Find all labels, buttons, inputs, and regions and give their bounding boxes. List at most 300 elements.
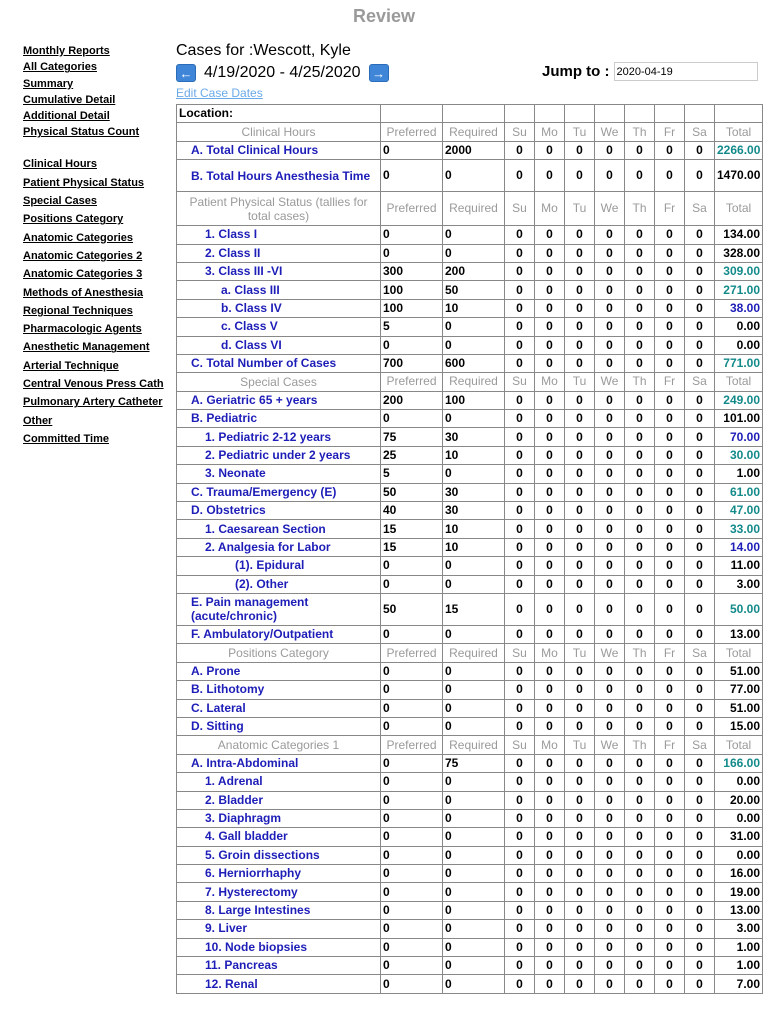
row-label-link[interactable]: 2. Pediatric under 2 years bbox=[177, 446, 381, 464]
day-count-cell: 0 bbox=[505, 625, 535, 643]
day-count-cell: 0 bbox=[505, 354, 535, 372]
required-cell: 30 bbox=[443, 502, 505, 520]
day-count-cell: 0 bbox=[565, 262, 595, 280]
preferred-cell: 100 bbox=[381, 299, 443, 317]
day-count-cell: 0 bbox=[625, 920, 655, 938]
table-row bbox=[177, 226, 763, 244]
day-count-cell: 0 bbox=[595, 483, 625, 501]
column-header: Preferred bbox=[381, 736, 443, 754]
row-label-link[interactable]: 6. Herniorrhaphy bbox=[177, 865, 381, 883]
sidebar-link-cumulative-detail[interactable]: Cumulative Detail bbox=[23, 93, 116, 106]
date-navigator bbox=[176, 63, 389, 83]
column-header: Sa bbox=[685, 736, 715, 754]
row-label-link[interactable]: B. Pediatric bbox=[177, 410, 381, 428]
day-count-cell: 0 bbox=[595, 244, 625, 262]
sidebar-link-summary[interactable]: Summary bbox=[23, 77, 74, 90]
day-count-cell: 0 bbox=[505, 865, 535, 883]
day-count-cell: 0 bbox=[505, 483, 535, 501]
day-count-cell: 0 bbox=[685, 336, 715, 354]
sidebar-nav bbox=[23, 45, 173, 451]
total-cell: 20.00 bbox=[715, 791, 763, 809]
day-count-cell: 0 bbox=[655, 262, 685, 280]
day-count-cell: 0 bbox=[535, 717, 565, 735]
required-cell: 2000 bbox=[443, 141, 505, 159]
sidebar-link-clinical-hours[interactable]: Clinical Hours bbox=[23, 158, 97, 171]
day-count-cell: 0 bbox=[655, 575, 685, 593]
day-count-cell: 0 bbox=[685, 699, 715, 717]
cases-for-heading: Cases for :Wescott, Kyle bbox=[176, 42, 351, 59]
day-count-cell: 0 bbox=[685, 846, 715, 864]
day-count-cell: 0 bbox=[535, 957, 565, 975]
day-count-cell: 0 bbox=[535, 465, 565, 483]
section-header-row bbox=[177, 192, 763, 226]
day-count-cell: 0 bbox=[505, 446, 535, 464]
day-count-cell: 0 bbox=[505, 410, 535, 428]
arrow-left-icon: ← bbox=[179, 65, 193, 81]
day-count-cell: 0 bbox=[565, 957, 595, 975]
day-count-cell: 0 bbox=[655, 502, 685, 520]
day-count-cell: 0 bbox=[625, 410, 655, 428]
total-cell: 0.00 bbox=[715, 318, 763, 336]
day-count-cell: 0 bbox=[655, 428, 685, 446]
column-header: Su bbox=[505, 373, 535, 391]
day-count-cell: 0 bbox=[565, 865, 595, 883]
column-header: Th bbox=[625, 373, 655, 391]
sidebar-link-all-categories[interactable]: All Categories bbox=[23, 61, 97, 74]
day-count-cell: 0 bbox=[655, 846, 685, 864]
row-label-link[interactable]: A. Intra-Abdominal bbox=[177, 754, 381, 772]
day-count-cell: 0 bbox=[535, 318, 565, 336]
required-cell: 0 bbox=[443, 828, 505, 846]
day-count-cell: 0 bbox=[595, 920, 625, 938]
day-count-cell: 0 bbox=[595, 318, 625, 336]
day-count-cell: 0 bbox=[565, 557, 595, 575]
section-header-row bbox=[177, 373, 763, 391]
row-label-link[interactable]: 3. Neonate bbox=[177, 465, 381, 483]
day-count-cell: 0 bbox=[625, 593, 655, 625]
day-count-cell: 0 bbox=[535, 575, 565, 593]
preferred-cell: 0 bbox=[381, 575, 443, 593]
day-count-cell: 0 bbox=[685, 575, 715, 593]
sidebar-link-additional-detail[interactable]: Additional Detail bbox=[23, 110, 110, 123]
total-cell: 0.00 bbox=[715, 809, 763, 827]
required-cell: 0 bbox=[443, 773, 505, 791]
next-week-button[interactable] bbox=[369, 64, 389, 82]
day-count-cell: 0 bbox=[655, 557, 685, 575]
row-label-link[interactable]: B. Total Hours Anesthesia Time bbox=[177, 160, 381, 192]
required-cell: 0 bbox=[443, 791, 505, 809]
section-title: Special Cases bbox=[177, 373, 381, 391]
row-label-link[interactable]: a. Class III bbox=[177, 281, 381, 299]
total-cell: 249.00 bbox=[715, 391, 763, 409]
row-label-link[interactable]: 3. Diaphragm bbox=[177, 809, 381, 827]
day-count-cell: 0 bbox=[625, 281, 655, 299]
column-header: Sa bbox=[685, 373, 715, 391]
day-count-cell: 0 bbox=[535, 281, 565, 299]
required-cell: 600 bbox=[443, 354, 505, 372]
column-header: Sa bbox=[685, 644, 715, 662]
day-count-cell: 0 bbox=[685, 160, 715, 192]
sidebar-link-methods-of-anesthesia[interactable]: Methods of Anesthesia bbox=[23, 286, 143, 299]
row-label-link[interactable]: B. Lithotomy bbox=[177, 681, 381, 699]
table-row bbox=[177, 920, 763, 938]
day-count-cell: 0 bbox=[685, 226, 715, 244]
required-cell: 0 bbox=[443, 465, 505, 483]
row-label-link[interactable]: F. Ambulatory/Outpatient bbox=[177, 625, 381, 643]
sidebar-link-anesthetic-management[interactable]: Anesthetic Management bbox=[23, 341, 150, 354]
row-label-link[interactable]: A. Prone bbox=[177, 662, 381, 680]
day-count-cell: 0 bbox=[565, 141, 595, 159]
day-count-cell: 0 bbox=[565, 244, 595, 262]
preferred-cell: 0 bbox=[381, 681, 443, 699]
row-label-link[interactable]: 10. Node biopsies bbox=[177, 938, 381, 956]
day-count-cell: 0 bbox=[595, 410, 625, 428]
day-count-cell: 0 bbox=[595, 538, 625, 556]
required-cell: 0 bbox=[443, 883, 505, 901]
day-count-cell: 0 bbox=[625, 141, 655, 159]
table-row bbox=[177, 593, 763, 625]
preferred-cell: 25 bbox=[381, 446, 443, 464]
location-row bbox=[177, 105, 763, 123]
row-label-link[interactable]: 1. Caesarean Section bbox=[177, 520, 381, 538]
day-count-cell: 0 bbox=[505, 244, 535, 262]
day-count-cell: 0 bbox=[565, 773, 595, 791]
column-header: Su bbox=[505, 644, 535, 662]
sidebar-link-patient-physical-status[interactable]: Patient Physical Status bbox=[23, 176, 145, 189]
total-cell: 328.00 bbox=[715, 244, 763, 262]
day-count-cell: 0 bbox=[625, 502, 655, 520]
day-count-cell: 0 bbox=[655, 141, 685, 159]
day-count-cell: 0 bbox=[625, 428, 655, 446]
day-count-cell: 0 bbox=[595, 520, 625, 538]
day-count-cell: 0 bbox=[655, 883, 685, 901]
table-row bbox=[177, 446, 763, 464]
day-count-cell: 0 bbox=[625, 828, 655, 846]
table-row bbox=[177, 791, 763, 809]
row-label-link[interactable]: A. Geriatric 65 + years bbox=[177, 391, 381, 409]
row-label-link[interactable]: 1. Class I bbox=[177, 226, 381, 244]
column-header: Mo bbox=[535, 644, 565, 662]
row-label-link[interactable]: 11. Pancreas bbox=[177, 957, 381, 975]
day-count-cell: 0 bbox=[505, 391, 535, 409]
day-count-cell: 0 bbox=[505, 262, 535, 280]
table-row bbox=[177, 681, 763, 699]
table-row bbox=[177, 141, 763, 159]
day-count-cell: 0 bbox=[565, 299, 595, 317]
sidebar-link-anatomic-categories-2[interactable]: Anatomic Categories 2 bbox=[23, 249, 143, 262]
day-count-cell: 0 bbox=[565, 699, 595, 717]
day-count-cell: 0 bbox=[535, 502, 565, 520]
total-cell: 0.00 bbox=[715, 773, 763, 791]
total-cell: 50.00 bbox=[715, 593, 763, 625]
day-count-cell: 0 bbox=[505, 575, 535, 593]
column-header: Required bbox=[443, 644, 505, 662]
column-header: Fr bbox=[655, 192, 685, 226]
day-count-cell: 0 bbox=[655, 865, 685, 883]
day-count-cell: 0 bbox=[655, 717, 685, 735]
column-header: We bbox=[595, 373, 625, 391]
day-count-cell: 0 bbox=[505, 593, 535, 625]
row-label-link[interactable]: d. Class VI bbox=[177, 336, 381, 354]
section-header-row bbox=[177, 644, 763, 662]
day-count-cell: 0 bbox=[535, 883, 565, 901]
edit-case-dates-link[interactable]: Edit Case Dates bbox=[176, 86, 263, 100]
day-count-cell: 0 bbox=[535, 557, 565, 575]
total-cell: 2266.00 bbox=[715, 141, 763, 159]
day-count-cell: 0 bbox=[565, 281, 595, 299]
day-count-cell: 0 bbox=[655, 681, 685, 699]
day-count-cell: 0 bbox=[565, 483, 595, 501]
day-count-cell: 0 bbox=[625, 846, 655, 864]
table-row bbox=[177, 244, 763, 262]
day-count-cell: 0 bbox=[625, 520, 655, 538]
row-label-link[interactable]: 2. Analgesia for Labor bbox=[177, 538, 381, 556]
day-count-cell: 0 bbox=[685, 391, 715, 409]
day-count-cell: 0 bbox=[685, 299, 715, 317]
table-row bbox=[177, 483, 763, 501]
column-header: Th bbox=[625, 736, 655, 754]
preferred-cell: 0 bbox=[381, 938, 443, 956]
day-count-cell: 0 bbox=[625, 538, 655, 556]
column-header: Required bbox=[443, 736, 505, 754]
day-count-cell: 0 bbox=[595, 593, 625, 625]
row-label-link[interactable]: c. Class V bbox=[177, 318, 381, 336]
required-cell: 0 bbox=[443, 244, 505, 262]
day-count-cell: 0 bbox=[505, 754, 535, 772]
day-count-cell: 0 bbox=[685, 483, 715, 501]
row-label-link[interactable]: 8. Large Intestines bbox=[177, 901, 381, 919]
day-count-cell: 0 bbox=[565, 920, 595, 938]
day-count-cell: 0 bbox=[505, 957, 535, 975]
column-header: Required bbox=[443, 123, 505, 141]
preferred-cell: 0 bbox=[381, 699, 443, 717]
row-label-link[interactable]: 12. Renal bbox=[177, 975, 381, 993]
total-cell: 3.00 bbox=[715, 575, 763, 593]
sidebar-link-regional-techniques[interactable]: Regional Techniques bbox=[23, 304, 133, 317]
day-count-cell: 0 bbox=[535, 809, 565, 827]
column-header: Su bbox=[505, 192, 535, 226]
total-cell: 101.00 bbox=[715, 410, 763, 428]
row-label-link[interactable]: 7. Hysterectomy bbox=[177, 883, 381, 901]
day-count-cell: 0 bbox=[565, 318, 595, 336]
table-row bbox=[177, 299, 763, 317]
row-label-link[interactable]: D. Sitting bbox=[177, 717, 381, 735]
preferred-cell: 50 bbox=[381, 483, 443, 501]
day-count-cell: 0 bbox=[535, 975, 565, 993]
preferred-cell: 0 bbox=[381, 773, 443, 791]
table-row bbox=[177, 428, 763, 446]
row-label-link[interactable]: E. Pain management (acute/chronic) bbox=[177, 593, 381, 625]
day-count-cell: 0 bbox=[655, 662, 685, 680]
day-count-cell: 0 bbox=[655, 160, 685, 192]
day-count-cell: 0 bbox=[685, 244, 715, 262]
preferred-cell: 0 bbox=[381, 846, 443, 864]
day-count-cell: 0 bbox=[535, 410, 565, 428]
sidebar-link-other[interactable]: Other bbox=[23, 414, 53, 427]
day-count-cell: 0 bbox=[595, 717, 625, 735]
day-count-cell: 0 bbox=[685, 975, 715, 993]
table-row bbox=[177, 773, 763, 791]
total-cell: 11.00 bbox=[715, 557, 763, 575]
row-label-link[interactable]: C. Total Number of Cases bbox=[177, 354, 381, 372]
sidebar-link-pharmacologic-agents[interactable]: Pharmacologic Agents bbox=[23, 323, 142, 336]
row-label-link[interactable]: D. Obstetrics bbox=[177, 502, 381, 520]
day-count-cell: 0 bbox=[685, 957, 715, 975]
day-count-cell: 0 bbox=[535, 901, 565, 919]
day-count-cell: 0 bbox=[655, 593, 685, 625]
preferred-cell: 15 bbox=[381, 538, 443, 556]
preferred-cell: 0 bbox=[381, 662, 443, 680]
row-label-link[interactable]: 3. Class III -VI bbox=[177, 262, 381, 280]
preferred-cell: 5 bbox=[381, 318, 443, 336]
day-count-cell: 0 bbox=[655, 483, 685, 501]
day-count-cell: 0 bbox=[505, 428, 535, 446]
day-count-cell: 0 bbox=[535, 336, 565, 354]
day-count-cell: 0 bbox=[595, 299, 625, 317]
preferred-cell: 5 bbox=[381, 465, 443, 483]
column-header: Fr bbox=[655, 736, 685, 754]
day-count-cell: 0 bbox=[505, 502, 535, 520]
column-header: Th bbox=[625, 644, 655, 662]
day-count-cell: 0 bbox=[535, 520, 565, 538]
day-count-cell: 0 bbox=[685, 773, 715, 791]
day-count-cell: 0 bbox=[685, 502, 715, 520]
required-cell: 0 bbox=[443, 336, 505, 354]
preferred-cell: 0 bbox=[381, 160, 443, 192]
day-count-cell: 0 bbox=[535, 483, 565, 501]
required-cell: 0 bbox=[443, 625, 505, 643]
day-count-cell: 0 bbox=[655, 520, 685, 538]
row-label-link[interactable]: C. Lateral bbox=[177, 699, 381, 717]
day-count-cell: 0 bbox=[625, 901, 655, 919]
day-count-cell: 0 bbox=[565, 410, 595, 428]
jump-to-date-input[interactable] bbox=[614, 62, 758, 81]
sidebar-link-anatomic-categories-3[interactable]: Anatomic Categories 3 bbox=[23, 268, 143, 281]
row-label-link[interactable]: b. Class IV bbox=[177, 299, 381, 317]
row-label-link[interactable]: (2). Other bbox=[177, 575, 381, 593]
day-count-cell: 0 bbox=[625, 557, 655, 575]
total-cell: 13.00 bbox=[715, 901, 763, 919]
preferred-cell: 0 bbox=[381, 226, 443, 244]
row-label-link[interactable]: 5. Groin dissections bbox=[177, 846, 381, 864]
column-header: Fr bbox=[655, 373, 685, 391]
sidebar-link-central-venous-press-cath[interactable]: Central Venous Press Cath bbox=[23, 378, 164, 391]
sidebar-link-special-cases[interactable]: Special Cases bbox=[23, 195, 97, 208]
day-count-cell: 0 bbox=[565, 428, 595, 446]
day-count-cell: 0 bbox=[625, 791, 655, 809]
day-count-cell: 0 bbox=[655, 920, 685, 938]
day-count-cell: 0 bbox=[535, 828, 565, 846]
preferred-cell: 0 bbox=[381, 754, 443, 772]
day-count-cell: 0 bbox=[505, 557, 535, 575]
day-count-cell: 0 bbox=[535, 244, 565, 262]
table-row bbox=[177, 846, 763, 864]
day-count-cell: 0 bbox=[535, 938, 565, 956]
sidebar-link-anatomic-categories[interactable]: Anatomic Categories bbox=[23, 231, 134, 244]
case-tally-table bbox=[176, 104, 763, 994]
required-cell: 10 bbox=[443, 446, 505, 464]
sidebar-link-positions-category[interactable]: Positions Category bbox=[23, 213, 124, 226]
total-cell: 30.00 bbox=[715, 446, 763, 464]
day-count-cell: 0 bbox=[625, 957, 655, 975]
day-count-cell: 0 bbox=[595, 791, 625, 809]
row-label-link[interactable]: 4. Gall bladder bbox=[177, 828, 381, 846]
total-cell: 61.00 bbox=[715, 483, 763, 501]
day-count-cell: 0 bbox=[535, 625, 565, 643]
day-count-cell: 0 bbox=[565, 901, 595, 919]
day-count-cell: 0 bbox=[625, 160, 655, 192]
column-header: Su bbox=[505, 123, 535, 141]
required-cell: 0 bbox=[443, 846, 505, 864]
day-count-cell: 0 bbox=[685, 520, 715, 538]
row-label-link[interactable]: A. Total Clinical Hours bbox=[177, 141, 381, 159]
day-count-cell: 0 bbox=[505, 717, 535, 735]
row-label-link[interactable]: 1. Pediatric 2-12 years bbox=[177, 428, 381, 446]
total-cell: 309.00 bbox=[715, 262, 763, 280]
row-label-link[interactable]: 2. Class II bbox=[177, 244, 381, 262]
day-count-cell: 0 bbox=[595, 773, 625, 791]
row-label-link[interactable]: 2. Bladder bbox=[177, 791, 381, 809]
table-row bbox=[177, 354, 763, 372]
location-label: Location: bbox=[177, 105, 381, 123]
day-count-cell: 0 bbox=[685, 754, 715, 772]
total-cell: 1.00 bbox=[715, 957, 763, 975]
preferred-cell: 0 bbox=[381, 410, 443, 428]
preferred-cell: 300 bbox=[381, 262, 443, 280]
day-count-cell: 0 bbox=[685, 625, 715, 643]
total-cell: 51.00 bbox=[715, 662, 763, 680]
day-count-cell: 0 bbox=[655, 957, 685, 975]
required-cell: 0 bbox=[443, 809, 505, 827]
day-count-cell: 0 bbox=[535, 662, 565, 680]
total-cell: 15.00 bbox=[715, 717, 763, 735]
sidebar-link-physical-status-count[interactable]: Physical Status Count bbox=[23, 126, 140, 139]
day-count-cell: 0 bbox=[595, 575, 625, 593]
sidebar-link-monthly-reports[interactable]: Monthly Reports bbox=[23, 45, 110, 57]
day-count-cell: 0 bbox=[565, 538, 595, 556]
day-count-cell: 0 bbox=[625, 244, 655, 262]
row-label-link[interactable]: 9. Liver bbox=[177, 920, 381, 938]
day-count-cell: 0 bbox=[535, 226, 565, 244]
day-count-cell: 0 bbox=[565, 160, 595, 192]
row-label-link[interactable]: C. Trauma/Emergency (E) bbox=[177, 483, 381, 501]
column-header: Tu bbox=[565, 736, 595, 754]
required-cell: 0 bbox=[443, 557, 505, 575]
day-count-cell: 0 bbox=[535, 865, 565, 883]
total-cell: 13.00 bbox=[715, 625, 763, 643]
day-count-cell: 0 bbox=[505, 318, 535, 336]
day-count-cell: 0 bbox=[655, 699, 685, 717]
sidebar-link-pulmonary-artery-catheter[interactable]: Pulmonary Artery Catheter bbox=[23, 396, 163, 409]
day-count-cell: 0 bbox=[595, 809, 625, 827]
column-header: Mo bbox=[535, 736, 565, 754]
column-header: Tu bbox=[565, 192, 595, 226]
day-count-cell: 0 bbox=[625, 391, 655, 409]
sidebar-link-arterial-technique[interactable]: Arterial Technique bbox=[23, 359, 119, 372]
column-header: Tu bbox=[565, 123, 595, 141]
total-cell: 3.00 bbox=[715, 920, 763, 938]
day-count-cell: 0 bbox=[655, 244, 685, 262]
required-cell: 10 bbox=[443, 520, 505, 538]
day-count-cell: 0 bbox=[505, 828, 535, 846]
prev-week-button[interactable] bbox=[176, 64, 196, 82]
day-count-cell: 0 bbox=[565, 520, 595, 538]
day-count-cell: 0 bbox=[595, 975, 625, 993]
day-count-cell: 0 bbox=[535, 754, 565, 772]
row-label-link[interactable]: 1. Adrenal bbox=[177, 773, 381, 791]
sidebar-link-committed-time[interactable]: Committed Time bbox=[23, 432, 109, 445]
row-label-link[interactable]: (1). Epidural bbox=[177, 557, 381, 575]
